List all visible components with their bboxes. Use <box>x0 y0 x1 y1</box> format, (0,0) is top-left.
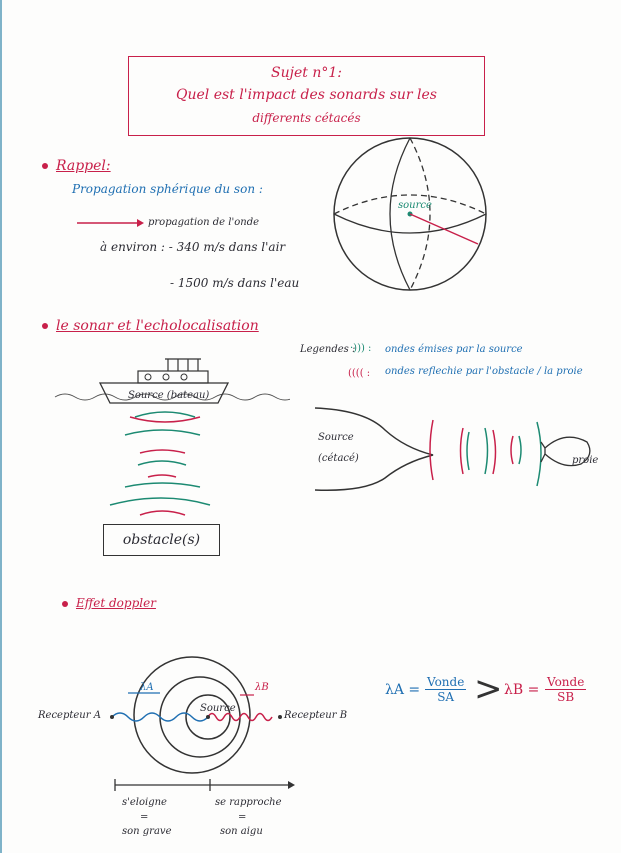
bullet-icon <box>42 323 48 329</box>
rappel-text: Propagation sphérique du son : <box>72 182 263 196</box>
propagation-label: propagation de l'onde <box>148 217 260 228</box>
doppler-heading: Effet doppler <box>62 596 156 610</box>
title-line-2: Quel est l'impact des sonards sur les <box>176 87 437 103</box>
bullet-icon <box>62 601 68 607</box>
away-sound: son grave <box>122 826 172 837</box>
approach-sound: son aigu <box>220 826 263 837</box>
sonar-heading: le sonar et l'echolocalisation <box>42 318 259 334</box>
whale-echolocation-diagram <box>305 400 605 500</box>
receiver-a: Recepteur A <box>38 710 101 721</box>
lambda-b-label: λB <box>255 682 269 693</box>
prey-label: proie <box>572 455 599 466</box>
doppler-source: Source <box>200 703 236 714</box>
reflected-wave-icon: (((( : <box>348 368 371 379</box>
boat-sonar-diagram <box>50 355 290 525</box>
formula-b-lhs: λB = <box>504 682 540 698</box>
formula-a-lhs: λA = <box>385 682 421 698</box>
formula-b-den: SB <box>557 690 575 704</box>
page-edge <box>0 0 2 853</box>
whale-label-1: Source <box>318 432 354 443</box>
speed-water: - 1500 m/s dans l'eau <box>170 276 300 290</box>
approach-eq: = <box>238 812 247 823</box>
receiver-b: Recepteur B <box>284 710 348 721</box>
bullet-icon <box>42 163 48 169</box>
title-box <box>128 56 485 136</box>
formula-b-num: Vonde <box>547 675 585 689</box>
sphere-source-label: source <box>398 200 432 211</box>
lambda-a-label: λA <box>140 682 154 693</box>
formula-a-fraction <box>425 675 466 704</box>
emitted-wave-icon: ·))) : <box>350 343 372 354</box>
speed-air: à environ : - 340 m/s dans l'air <box>100 240 286 254</box>
legend-reflected: ondes reflechie par l'obstacle / la proie <box>385 366 583 377</box>
obstacle-box: obstacle(s) <box>103 524 220 556</box>
formula-b-fraction <box>545 675 586 704</box>
formula-a-num: Vonde <box>427 675 465 689</box>
propagation-arrow-icon <box>75 218 145 228</box>
rappel-heading: Rappel: <box>42 158 111 174</box>
legend-emitted: ondes émises par la source <box>385 344 523 355</box>
approach-label: se rapproche <box>215 797 282 808</box>
away-eq: = <box>140 812 149 823</box>
whale-label-2: (cétacé) <box>318 453 359 464</box>
legend-title: Legendes : <box>300 344 356 355</box>
title-line-1: Sujet n°1: <box>271 65 342 81</box>
sphere-diagram <box>330 132 490 297</box>
away-label: s'eloigne <box>122 797 167 808</box>
title-line-3: differents cétacés <box>252 111 361 125</box>
comparison-sign: > <box>474 669 503 709</box>
formula-a-den: SA <box>437 690 455 704</box>
boat-label: Source (bateau) <box>128 390 210 401</box>
